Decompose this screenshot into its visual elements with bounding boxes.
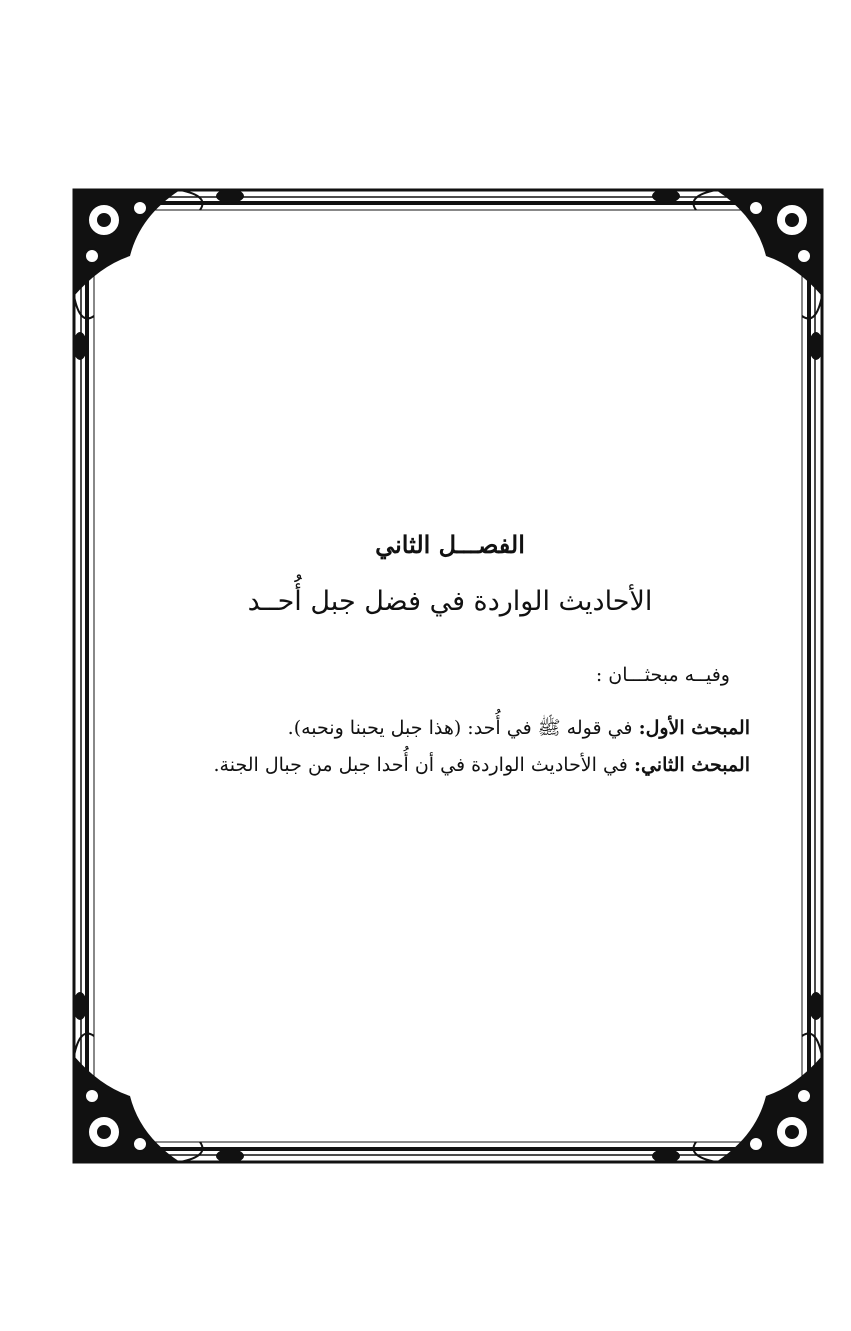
chapter-number: الفصـــل الثاني — [375, 530, 525, 559]
corner-ornament-icon — [74, 1034, 203, 1163]
corner-ornament-icon — [694, 190, 823, 319]
section-label: المبحث الأول: — [638, 717, 750, 739]
section-item-2 — [214, 754, 751, 776]
section-label: المبحث الثاني: — [633, 754, 750, 776]
section-text: في قوله ﷺ في أُحد: (هذا جبل يحبنا ونحبه). — [287, 717, 633, 739]
chapter-title: الأحاديث الواردة في فضل جبل أُحــد — [247, 586, 653, 617]
intro-text: وفيــه مبحثـــان : — [595, 664, 730, 686]
corner-ornament-icon — [694, 1034, 823, 1163]
corner-ornament-icon — [74, 190, 203, 319]
section-text: في الأحاديث الواردة في أن أُحدا جبل من جبال الجنة. — [213, 754, 628, 776]
section-item-1 — [288, 716, 750, 744]
